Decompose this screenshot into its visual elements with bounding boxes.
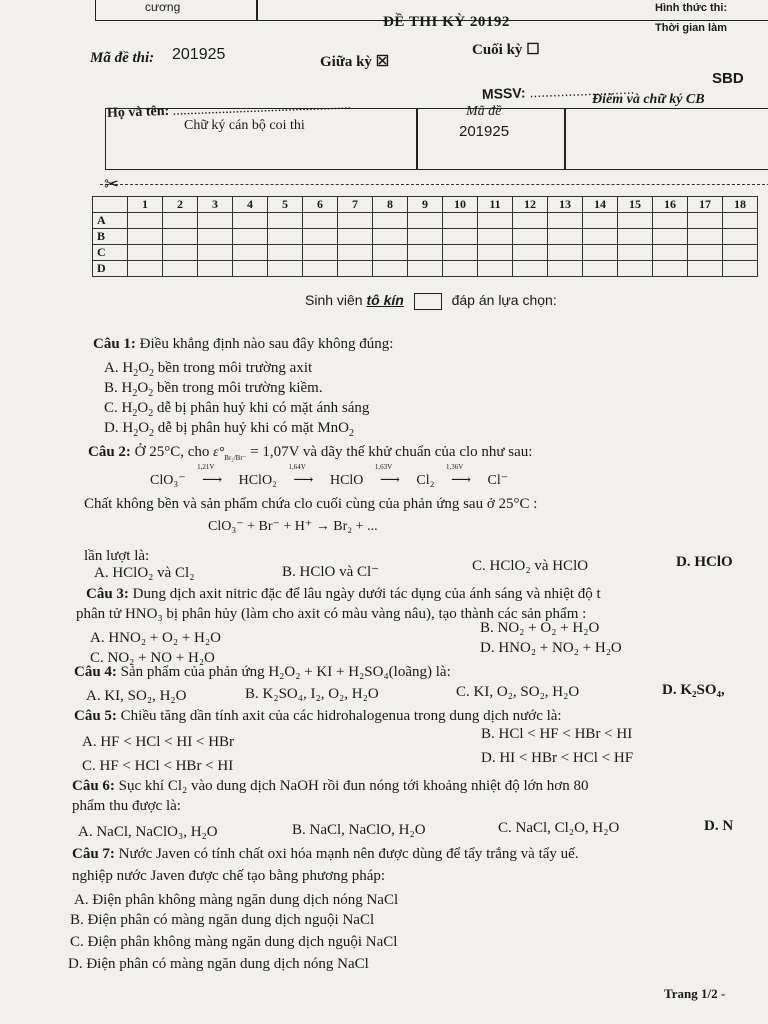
q3-option-c: C. NO₂ + NO + H₂O xyxy=(90,650,215,666)
answer-cell[interactable] xyxy=(233,261,268,277)
answer-cell[interactable] xyxy=(338,261,373,277)
name-label: Họ và tên: xyxy=(106,103,170,121)
q4-option-a: A. KI, SO₂, H₂O xyxy=(86,688,187,704)
q2-option-a: A. HClO₂ và Cl₂ xyxy=(94,565,195,581)
question-label: Câu 6: xyxy=(72,778,115,794)
question-label: Câu 1: xyxy=(93,336,136,352)
question-text: Sản phẩm của phản ứng H₂O₂ + KI + H₂SO₄(loãng) là: xyxy=(120,664,451,680)
name-dots: ................................................... xyxy=(172,97,352,119)
answer-row-c xyxy=(93,245,758,261)
answer-cell[interactable] xyxy=(513,213,548,229)
chain-arrow: 1,64V ⟶ xyxy=(288,463,314,488)
arrow-label: 1,64V xyxy=(288,463,306,471)
grid-col-8: 8 xyxy=(373,197,408,213)
question-text: Ở 25°C, cho xyxy=(134,444,210,460)
answer-cell[interactable] xyxy=(478,261,513,277)
q2-option-b: B. HClO và Cl⁻ xyxy=(282,564,380,580)
q6-option-b: B. NaCl, NaClO, H₂O xyxy=(292,822,426,838)
epsilon-subscript: Br₂/Br⁻ xyxy=(224,454,247,462)
answer-cell[interactable] xyxy=(163,229,198,245)
grid-col-10: 10 xyxy=(443,197,478,213)
answer-cell[interactable] xyxy=(653,261,688,277)
instruction-suffix: đáp án lựa chọn: xyxy=(451,292,557,308)
answer-row-a xyxy=(93,213,758,229)
q1-option-c: C. $H_2O_2$ dễ bị phân huỷ khi có mặt ánh sáng xyxy=(104,400,370,419)
answer-cell[interactable] xyxy=(688,261,723,277)
answer-cell[interactable] xyxy=(688,229,723,245)
question-text: Điều khẳng định nào sau đây không đúng: xyxy=(139,336,394,352)
option-text: dễ bị phân huỷ khi có mặt MnO xyxy=(157,420,350,436)
answer-cell[interactable] xyxy=(268,229,303,245)
arrow-label: 1,36V xyxy=(446,463,464,471)
answer-row-label: D xyxy=(93,261,128,277)
chain-arrow: 1,21V ⟶ xyxy=(197,463,223,488)
question-text: Nước Javen có tính chất oxi hóa mạnh nên được dùng để tẩy trắng và tẩy uế. xyxy=(118,846,579,862)
answer-cell[interactable] xyxy=(548,245,583,261)
grid-col-1: 1 xyxy=(128,197,163,213)
question-text: Sục khí Cl₂ vào dung dịch NaOH rồi đun nóng tới khoảng nhiệt độ lớn hơn 80 xyxy=(118,778,589,794)
arrow-label: 1,63V xyxy=(374,463,393,471)
answer-cell[interactable] xyxy=(723,213,758,229)
question-3 xyxy=(86,586,766,603)
answer-cell[interactable] xyxy=(443,245,478,261)
chain-species: HClO xyxy=(329,473,364,488)
answer-cell[interactable] xyxy=(128,261,163,277)
answer-grid xyxy=(92,196,758,277)
option-letter: B. xyxy=(104,380,118,396)
answer-cell[interactable] xyxy=(373,245,408,261)
answer-cell[interactable] xyxy=(303,229,338,245)
grid-col-5: 5 xyxy=(268,197,303,213)
q3-option-a: A. HNO₂ + O₂ + H₂O xyxy=(90,630,221,646)
answer-cell[interactable] xyxy=(268,245,303,261)
q4-option-d: D. K₂SO₄, xyxy=(662,682,725,698)
q7-line2: nghiệp nước Javen được chế tạo bằng phương pháp: xyxy=(72,868,386,884)
grid-col-11: 11 xyxy=(478,197,513,213)
exam-format-label: Hình thức thi: xyxy=(655,2,728,14)
question-6 xyxy=(72,778,766,795)
answer-row-label: B xyxy=(93,229,128,245)
answer-cell[interactable] xyxy=(548,261,583,277)
answer-cell[interactable] xyxy=(233,229,268,245)
chain-arrow: 1,36V ⟶ xyxy=(446,463,472,488)
q3-option-b: B. NO₂ + O₂ + H₂O xyxy=(480,620,600,636)
answer-cell[interactable] xyxy=(618,245,653,261)
answer-cell[interactable] xyxy=(548,229,583,245)
answer-cell[interactable] xyxy=(443,213,478,229)
question-label: Câu 3: xyxy=(86,586,129,602)
answer-cell[interactable] xyxy=(583,261,618,277)
answer-cell[interactable] xyxy=(653,229,688,245)
answer-cell[interactable] xyxy=(163,245,198,261)
potential-chain xyxy=(150,463,509,489)
grid-col-2: 2 xyxy=(163,197,198,213)
question-text: Dung dịch axit nitric đặc để lâu ngày dưới tác dụng của ánh sáng và nhiệt độ t xyxy=(132,586,601,602)
q2-reaction: ClO₃⁻ + Br⁻ + H⁺ → Br₂ + ... xyxy=(208,519,378,534)
question-label: Câu 2: xyxy=(88,444,131,460)
answer-cell[interactable] xyxy=(268,261,303,277)
answer-cell[interactable] xyxy=(198,213,233,229)
answer-cell[interactable] xyxy=(618,213,653,229)
answer-cell[interactable] xyxy=(408,213,443,229)
q1-option-b: B. $H_2O_2$ bền trong môi trường kiềm. xyxy=(104,380,323,399)
grid-col-17: 17 xyxy=(688,197,723,213)
fill-instruction xyxy=(305,292,557,310)
q5-option-d: D. HI < HBr < HCl < HF xyxy=(481,750,634,766)
answer-cell[interactable] xyxy=(408,245,443,261)
grid-col-16: 16 xyxy=(653,197,688,213)
final-checkbox: ☐ xyxy=(526,42,540,58)
fill-box-icon xyxy=(414,293,442,310)
q3-option-d: D. HNO₂ + NO₂ + H₂O xyxy=(480,640,622,656)
question-label: Câu 7: xyxy=(72,846,115,862)
grid-col-13: 13 xyxy=(548,197,583,213)
grid-col-14: 14 xyxy=(583,197,618,213)
answer-cell[interactable] xyxy=(198,261,233,277)
grid-col-6: 6 xyxy=(303,197,338,213)
grid-col-9: 9 xyxy=(408,197,443,213)
answer-grid-header-row xyxy=(93,197,758,213)
grid-col-15: 15 xyxy=(618,197,653,213)
exam-code-label: Mã đề thi: xyxy=(90,50,155,66)
option-subscript: 2 xyxy=(349,428,355,439)
answer-cell[interactable] xyxy=(653,245,688,261)
q1-option-a: A. $H_2O_2$ bền trong môi trường axit xyxy=(104,360,313,379)
q5-option-a: A. HF < HCl < HI < HBr xyxy=(82,734,235,750)
proctor-sign-label: Chữ ký cán bộ coi thi xyxy=(184,118,305,133)
answer-row-label: A xyxy=(93,213,128,229)
answer-cell[interactable] xyxy=(128,229,163,245)
answer-cell[interactable] xyxy=(583,213,618,229)
answer-cell[interactable] xyxy=(618,261,653,277)
answer-cell[interactable] xyxy=(128,213,163,229)
instruction-emph: tô kín xyxy=(366,292,404,308)
option-letter: C. xyxy=(104,400,118,416)
option-letter: D. xyxy=(104,420,119,436)
cut-line xyxy=(100,184,768,185)
midterm-option xyxy=(320,52,389,71)
answer-cell[interactable] xyxy=(303,213,338,229)
midterm-label: Giữa kỳ xyxy=(320,54,372,70)
q2-line3: lần lượt là: xyxy=(84,548,150,564)
option-letter: A. xyxy=(104,360,119,376)
answer-cell[interactable] xyxy=(653,213,688,229)
answer-row-b xyxy=(93,229,758,245)
final-label: Cuối kỳ xyxy=(472,42,523,58)
answer-cell[interactable] xyxy=(373,213,408,229)
answer-cell[interactable] xyxy=(338,245,373,261)
epsilon-symbol: ε° xyxy=(213,445,225,460)
answer-cell[interactable] xyxy=(478,213,513,229)
question-5 xyxy=(74,708,562,725)
code-box-value: 201925 xyxy=(459,123,510,140)
answer-cell[interactable] xyxy=(688,213,723,229)
question-text: Chiều tăng dần tính axit của các hidrohalogenua trong dung dịch nước là: xyxy=(120,708,562,724)
answer-cell[interactable] xyxy=(233,213,268,229)
answer-cell[interactable] xyxy=(198,229,233,245)
q2-line2: Chất không bền và sản phẩm chứa clo cuối cùng của phản ứng sau ở 25°C : xyxy=(84,496,538,512)
q6-option-c: C. NaCl, Cl₂O, H₂O xyxy=(498,820,620,836)
question-2 xyxy=(88,444,532,462)
answer-row-label: C xyxy=(93,245,128,261)
answer-cell[interactable] xyxy=(338,213,373,229)
q2-option-c: C. HClO₂ và HClO xyxy=(472,558,589,574)
top-left-text: cương xyxy=(145,0,181,14)
exam-title: ĐỀ THI KỲ 20192 xyxy=(383,14,510,30)
question-1 xyxy=(93,336,393,353)
chain-species: HClO₂ xyxy=(238,473,277,488)
q4-option-c: C. KI, O₂, SO₂, H₂O xyxy=(456,684,580,700)
answer-cell[interactable] xyxy=(408,261,443,277)
answer-cell[interactable] xyxy=(233,245,268,261)
q5-option-b: B. HCl < HF < HBr < HI xyxy=(481,726,633,742)
answer-cell[interactable] xyxy=(478,229,513,245)
chain-species: Cl⁻ xyxy=(487,473,509,488)
answer-cell[interactable] xyxy=(373,229,408,245)
question-7 xyxy=(72,846,766,863)
grid-col-18: 18 xyxy=(723,197,758,213)
q1-option-d: D. $H_2O_2$ dễ bị phân huỷ khi có mặt MnO$_2$ xyxy=(104,420,355,439)
code-box-label: Mã đề xyxy=(466,104,502,119)
answer-cell[interactable] xyxy=(723,245,758,261)
answer-cell[interactable] xyxy=(338,229,373,245)
q3-line2: phân tử HNO₃ bị phân hủy (làm cho axit có màu vàng nâu), tạo thành các sản phẩm : xyxy=(76,606,587,622)
answer-cell[interactable] xyxy=(373,261,408,277)
grid-col-4: 4 xyxy=(233,197,268,213)
answer-cell[interactable] xyxy=(688,245,723,261)
answer-cell[interactable] xyxy=(548,213,583,229)
exam-code-value: 201925 xyxy=(172,46,226,63)
score-label: Điểm và chữ ký CB xyxy=(592,92,705,107)
time-label: Thời gian làm xyxy=(655,22,727,34)
scissors-icon: ✂ xyxy=(104,174,120,194)
grid-col-12: 12 xyxy=(513,197,548,213)
question-label: Câu 4: xyxy=(74,664,117,680)
answer-cell[interactable] xyxy=(443,229,478,245)
answer-cell[interactable] xyxy=(513,245,548,261)
q7-option-c: C. Điện phân không màng ngăn dung dịch nguội NaCl xyxy=(70,934,398,950)
chain-species: ClO₃⁻ xyxy=(150,473,186,488)
answer-cell[interactable] xyxy=(303,261,338,277)
answer-cell[interactable] xyxy=(723,261,758,277)
answer-cell[interactable] xyxy=(618,229,653,245)
question-label: Câu 5: xyxy=(74,708,117,724)
q2-option-d: D. HClO xyxy=(676,554,733,570)
q5-option-c: C. HF < HCl < HBr < HI xyxy=(82,758,234,774)
answer-cell[interactable] xyxy=(163,213,198,229)
mssv-label: MSSV: xyxy=(481,84,526,102)
answer-cell[interactable] xyxy=(163,261,198,277)
q4-option-b: B. K₂SO₄, I₂, O₂, H₂O xyxy=(245,686,379,702)
question-text: = 1,07V và dãy thế khử chuẩn của clo như sau: xyxy=(250,444,533,460)
chain-species: Cl₂ xyxy=(416,473,435,488)
answer-cell[interactable] xyxy=(408,229,443,245)
answer-cell[interactable] xyxy=(268,213,303,229)
midterm-checkbox: ☒ xyxy=(375,54,390,70)
answer-cell[interactable] xyxy=(478,245,513,261)
answer-cell[interactable] xyxy=(513,229,548,245)
answer-cell[interactable] xyxy=(198,245,233,261)
answer-cell[interactable] xyxy=(583,229,618,245)
q7-option-a: A. Điện phân không màng ngăn dung dịch nóng NaCl xyxy=(74,892,399,908)
option-text: dễ bị phân huỷ khi có mặt ánh sáng xyxy=(156,400,370,416)
option-text: bền trong môi trường kiềm. xyxy=(156,380,323,396)
answer-cell[interactable] xyxy=(443,261,478,277)
q7-option-b: B. Điện phân có màng ngăn dung dịch nguội NaCl xyxy=(70,912,375,928)
grid-col-3: 3 xyxy=(198,197,233,213)
q6-option-d: D. N xyxy=(704,818,734,834)
sbd-label: SBD xyxy=(712,70,744,87)
q7-option-d: D. Điện phân có màng ngăn dung dịch nóng NaCl xyxy=(68,956,369,972)
arrow-label: 1,21V xyxy=(197,463,215,471)
answer-cell[interactable] xyxy=(583,245,618,261)
grid-corner xyxy=(93,197,128,213)
question-4 xyxy=(74,664,451,681)
grid-col-7: 7 xyxy=(338,197,373,213)
answer-cell[interactable] xyxy=(723,229,758,245)
answer-cell[interactable] xyxy=(128,245,163,261)
option-text: bền trong môi trường axit xyxy=(157,360,313,376)
page-number: Trang 1/2 - xyxy=(664,986,726,1001)
q6-line2: phẩm thu được là: xyxy=(72,798,181,814)
mssv-dots: ........................... xyxy=(529,80,635,101)
answer-row-d xyxy=(93,261,758,277)
instruction-prefix: Sinh viên xyxy=(305,292,363,308)
answer-cell[interactable] xyxy=(303,245,338,261)
answer-cell[interactable] xyxy=(513,261,548,277)
q6-option-a: A. NaCl, NaClO₃, H₂O xyxy=(78,824,218,840)
chain-arrow: 1,63V ⟶ xyxy=(374,463,400,488)
final-option xyxy=(472,40,540,59)
